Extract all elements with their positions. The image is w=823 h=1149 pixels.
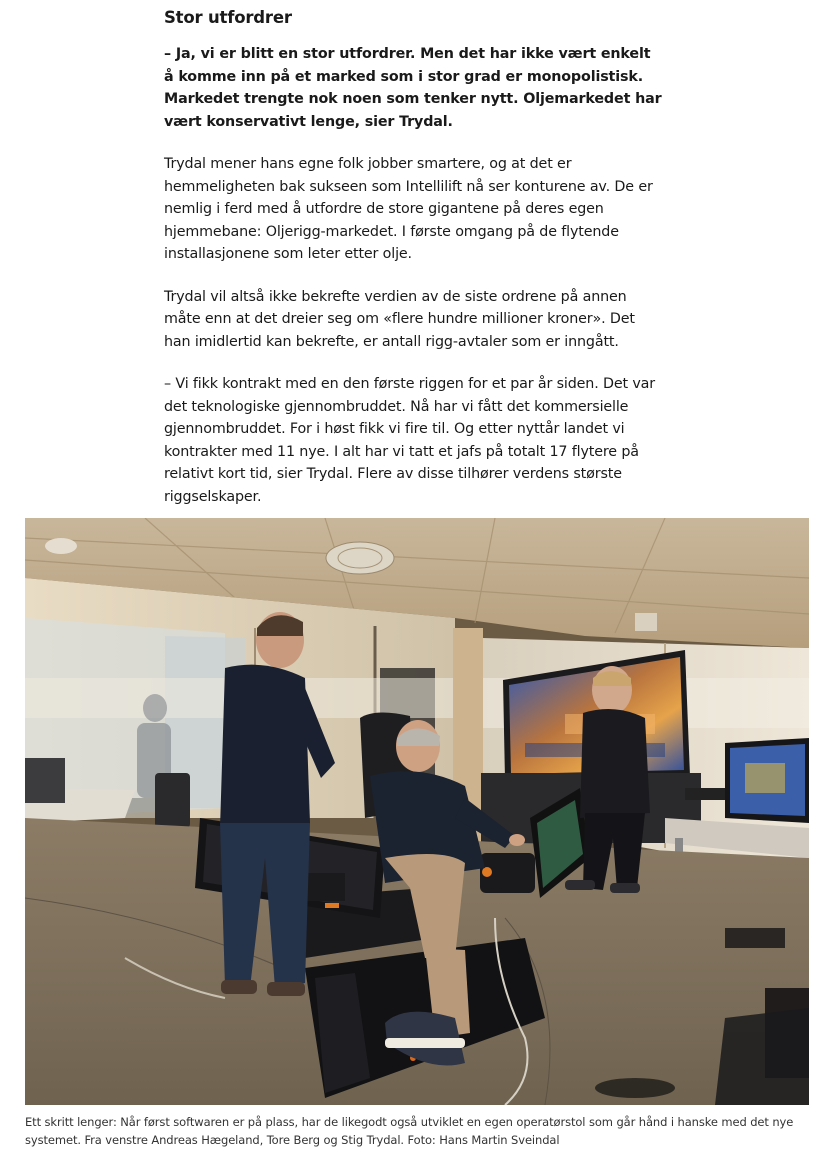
section-heading: Stor utfordrer <box>164 8 292 27</box>
body-paragraph: Trydal mener hans egne folk jobber smartere, og at det er hemmeligheten bak sukseen som Intellilift nå ser konturene av. De er nemlig i ferd med å utfordre de store gigantene på deres egen hjemmebane: Oljerigg-markedet. I første omgang på de flytende installasjonene som leter etter olje. <box>164 156 653 262</box>
article-photo <box>25 518 809 1105</box>
body-paragraph: – Vi fikk kontrakt med en den første riggen for et par år siden. Det var det teknologiske gjennombruddet. Nå har vi fått det kommersielle gjennombruddet. For i høst fikk vi fire til. Og etter nyttår landet vi kontrakter med 11 nye. I alt har vi tatt et jafs på totalt 17 flytere på relativt kort tid, sier Trydal. Flere av disse tilhører verdens største riggselskaper. <box>164 376 656 505</box>
body-paragraph: Trydal vil altså ikke bekrefte verdien av de siste ordrene på annen måte enn at det dreier seg om «flere hundre millioner kroner». Det han imidlertid kan bekrefte, er antall rigg-avtaler som er inngått. <box>164 288 635 350</box>
lead-quote-paragraph: – Ja, vi er blitt en stor utfordrer. Men det har ikke vært enkelt å komme inn på et marked som i stor grad er monopolistisk. Markedet trengte nok noen som tenker nytt. Oljemarkedet har vært konservativt lenge, sier Trydal. <box>164 46 662 130</box>
article-body <box>164 8 664 528</box>
photo-caption: Ett skritt lenger: Når først softwaren er på plass, har de likegodt også utviklet en egen operatørstol som går hånd i hanske med det nye systemet. Fra venstre Andreas Hægeland, Tore Berg og Stig Trydal. Foto: Hans Martin Sveindal <box>25 1115 794 1147</box>
